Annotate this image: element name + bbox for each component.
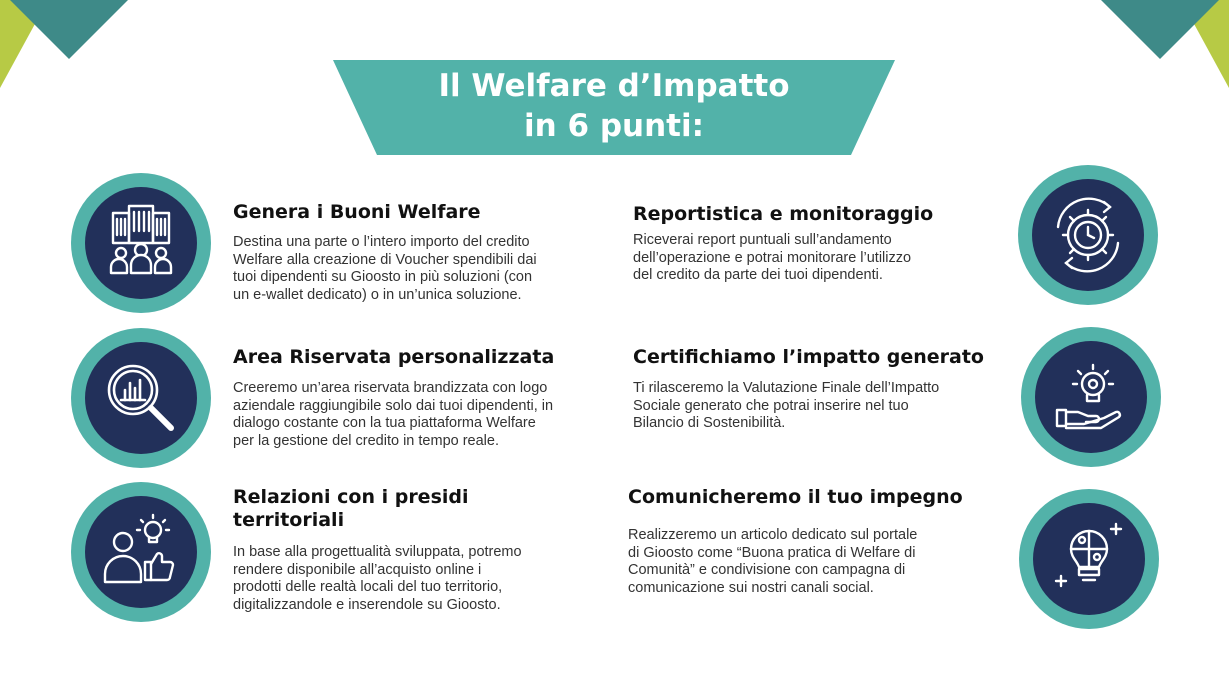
- puzzle-bulb-badge: [1019, 489, 1159, 629]
- item-title-genera: Genera i Buoni Welfare: [233, 201, 481, 223]
- magnifier-chart-badge: [71, 328, 211, 468]
- item-title-certifichiamo: Certifichiamo l’impatto generato: [633, 346, 984, 368]
- page-title-line-2: in 6 punti:: [523, 108, 705, 144]
- item-title-comunicheremo: Comunicheremo il tuo impegno: [628, 486, 963, 508]
- page-title-line-1: Il Welfare d’Impatto: [438, 68, 790, 104]
- item-text-comunicheremo: Realizzeremo un articolo dedicato sul portale di Gioosto come “Buona pratica di Welfare di Comunità” e condivisione con campagna di comunicazione sui nostri canali social.: [628, 527, 918, 596]
- item-text-reportistica: Riceverai report puntuali sull’andamento dell’operazione e potrai monitorare l’utilizzo del credito da parte dei tuoi dipendenti.: [633, 232, 912, 283]
- title-banner: [333, 60, 895, 155]
- item-text-certifichiamo: Ti rilasceremo la Valutazione Finale dell’Impatto Sociale generato che potrai inserire nel tuo Bilancio di Sostenibilità.: [633, 380, 940, 431]
- item-text-area-riservata: Creeremo un’area riservata brandizzata con logo aziendale raggiungibile solo dai tuoi dipendenti, in dialogo costante con la tua piattaforma Welfare per la gestione del credito in tempo reale.: [233, 380, 554, 449]
- item-title-area-riservata: Area Riservata personalizzata: [233, 346, 555, 368]
- gear-clock-badge: [1018, 165, 1158, 305]
- item-title-relazioni: Relazioni con i presidi territoriali: [233, 486, 469, 531]
- hand-bulb-badge: [1021, 327, 1161, 467]
- person-bulb-thumb-badge: [71, 482, 211, 622]
- item-title-reportistica: Reportistica e monitoraggio: [633, 203, 934, 225]
- corner-decoration-left: [0, 0, 130, 90]
- page-title: [333, 66, 895, 146]
- buildings-people-badge: [71, 173, 211, 313]
- item-text-genera: Destina una parte o l’intero importo del credito Welfare alla creazione di Voucher spendibili dai tuoi dipendenti su Gioosto in più soluzioni (con un e-wallet dedicato) o in un’unica soluzione.: [233, 234, 537, 303]
- corner-decoration-right: [1099, 0, 1229, 90]
- item-text-relazioni: In base alla progettualità sviluppata, potremo rendere disponibile all’acquisto online i prodotti delle realtà locali del tuo territorio, digitalizzandole e inserendole su Gioosto.: [233, 544, 522, 613]
